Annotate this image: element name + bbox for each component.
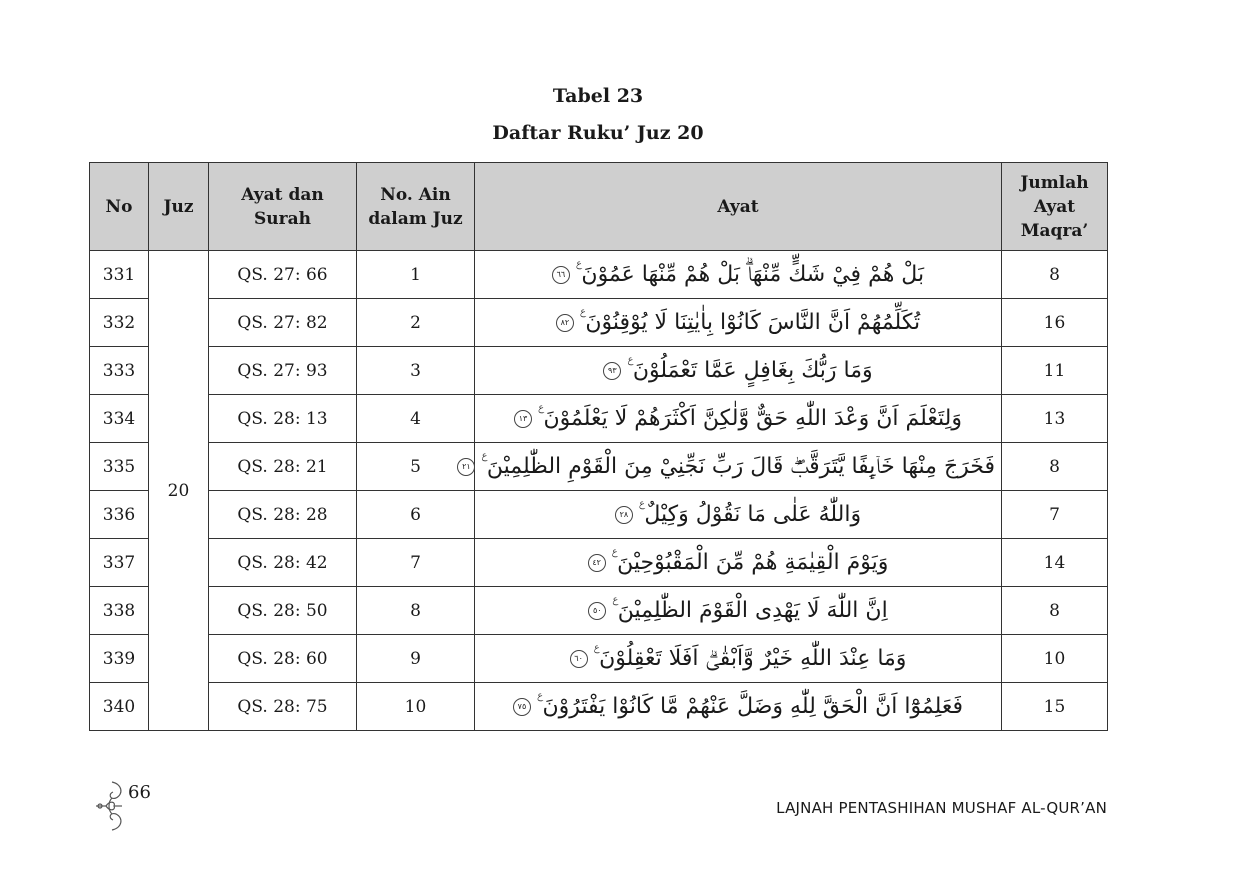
row-no: 332: [90, 299, 149, 347]
ayat-text: وَلِتَعْلَمَ اَنَّ وَعْدَ اللّٰهِ حَقٌّ وَّلٰكِنَّ اَكْثَرَهُمْ لَا يَعْلَمُوْنَ ࣖ: [538, 406, 962, 431]
row-no-ain: 8: [357, 587, 475, 635]
verse-end-marker: ١٣: [514, 410, 532, 428]
row-no-ain: 5: [357, 443, 475, 491]
ayat-text: اِنَّ اللّٰهَ لَا يَهْدِى الْقَوْمَ الظّٰلِمِيْنَ ࣖ: [612, 598, 888, 623]
page-number: 66: [128, 781, 151, 803]
row-ayat: [475, 683, 1002, 731]
row-ayat-surah: QS. 28: 75: [209, 683, 357, 731]
row-no: 333: [90, 347, 149, 395]
ayat-text: فَخَرَجَ مِنْهَا خَاۤىِٕفًا يَّتَرَقَّبُۖ قَالَ رَبِّ نَجِّنِيْ مِنَ الْقَوْمِ الظّٰلِمِيْنَ ࣖ: [481, 454, 995, 479]
row-ayat-surah: QS. 28: 21: [209, 443, 357, 491]
header-no-ain: [357, 163, 475, 251]
juz-cell: 20: [149, 251, 209, 731]
verse-end-marker: ٧٥: [513, 698, 531, 716]
row-no-ain: 3: [357, 347, 475, 395]
header-juz: Juz: [149, 163, 209, 251]
row-ayat: [475, 635, 1002, 683]
row-no: 338: [90, 587, 149, 635]
ayat-text: وَيَوْمَ الْقِيٰمَةِ هُمْ مِّنَ الْمَقْبُوْحِيْنَ ࣖ: [611, 550, 889, 575]
ayat-text: بَلْ هُمْ فِيْ شَكٍّ مِّنْهَاۗ بَلْ هُمْ مِّنْهَا عَمُوْنَ ࣖ: [575, 262, 925, 287]
row-no: 336: [90, 491, 149, 539]
header-ayat: Ayat: [475, 163, 1002, 251]
row-no-ain: 7: [357, 539, 475, 587]
ayat-text: فَعَلِمُوْٓا اَنَّ الْحَقَّ لِلّٰهِ وَضَلَّ عَنْهُمْ مَّا كَانُوْا يَفْتَرُوْنَ ࣖ: [536, 694, 964, 719]
row-no-ain: 4: [357, 395, 475, 443]
table-subtitle: Daftar Ruku’ Juz 20: [492, 122, 704, 144]
row-ayat-surah: QS. 28: 60: [209, 635, 357, 683]
verse-end-marker: ٤٢: [588, 554, 606, 572]
row-no: 339: [90, 635, 149, 683]
header-row: [90, 163, 1108, 251]
publisher-name: LAJNAH PENTASHIHAN MUSHAF AL-QUR’AN: [776, 799, 1107, 817]
verse-end-marker: ٢١: [457, 458, 475, 476]
row-ayat-surah: QS. 28: 28: [209, 491, 357, 539]
row-jumlah: 13: [1002, 395, 1108, 443]
row-ayat: [475, 299, 1002, 347]
row-ayat: [475, 347, 1002, 395]
row-no: 334: [90, 395, 149, 443]
row-no: 331: [90, 251, 149, 299]
header-jumlah: [1002, 163, 1108, 251]
header-no-ain-line2: dalam Juz: [368, 208, 463, 229]
row-ayat-surah: QS. 27: 93: [209, 347, 357, 395]
row-ayat: [475, 251, 1002, 299]
header-jumlah-line2: Ayat: [1033, 196, 1076, 217]
verse-end-marker: ٢٨: [615, 506, 633, 524]
header-ayat-surah: Ayat dan Surah: [209, 163, 357, 251]
row-no: 340: [90, 683, 149, 731]
verse-end-marker: ٦٠: [570, 650, 588, 668]
row-ayat: [475, 539, 1002, 587]
row-ayat: [475, 491, 1002, 539]
row-jumlah: 16: [1002, 299, 1108, 347]
row-no: 335: [90, 443, 149, 491]
row-ayat-surah: QS. 28: 42: [209, 539, 357, 587]
verse-end-marker: ٨٢: [556, 314, 574, 332]
row-no-ain: 9: [357, 635, 475, 683]
row-ayat-surah: QS. 27: 66: [209, 251, 357, 299]
row-ayat-surah: QS. 27: 82: [209, 299, 357, 347]
ayat-text: تُكَلِّمُهُمْ اَنَّ النَّاسَ كَانُوْا بِاٰيٰتِنَا لَا يُوْقِنُوْنَ ࣖ: [579, 310, 921, 335]
row-jumlah: 7: [1002, 491, 1108, 539]
row-jumlah: 8: [1002, 251, 1108, 299]
footer-left: [92, 778, 151, 834]
verse-end-marker: ٦٦: [552, 266, 570, 284]
row-ayat-surah: QS. 28: 13: [209, 395, 357, 443]
table-row: [90, 251, 1108, 299]
verse-end-marker: ٥٠: [588, 602, 606, 620]
row-no-ain: 10: [357, 683, 475, 731]
table-title: Tabel 23: [552, 85, 644, 107]
row-ayat: [462, 443, 1002, 491]
row-no: 337: [90, 539, 149, 587]
floral-ornament-icon: [92, 778, 132, 834]
verse-end-marker: ٩٣: [603, 362, 621, 380]
table-row: [90, 539, 1108, 587]
row-jumlah: 14: [1002, 539, 1108, 587]
ayat-text: وَمَا رَبُّكَ بِغَافِلٍ عَمَّا تَعْمَلُوْنَ ࣖ: [627, 358, 873, 383]
row-no-ain: 1: [357, 251, 475, 299]
ruku-table: [89, 162, 1108, 731]
table-row: [90, 491, 1108, 539]
row-jumlah: 15: [1002, 683, 1108, 731]
header-no-ain-line1: No. Ain: [380, 184, 451, 205]
table-row: [90, 683, 1108, 731]
header-jumlah-line3: Maqra’: [1020, 220, 1089, 241]
row-no-ain: 6: [357, 491, 475, 539]
table-row: [90, 443, 1108, 491]
row-ayat: [475, 395, 1002, 443]
ayat-text: وَاللّٰهُ عَلٰى مَا نَقُوْلُ وَكِيْلٌ ࣖ: [638, 502, 862, 527]
row-ayat-surah: QS. 28: 50: [209, 587, 357, 635]
table-row: [90, 347, 1108, 395]
row-jumlah: 8: [1002, 587, 1108, 635]
header-no: No: [90, 163, 149, 251]
table-row: [90, 299, 1108, 347]
row-jumlah: 10: [1002, 635, 1108, 683]
table-row: [90, 587, 1108, 635]
row-no-ain: 2: [357, 299, 475, 347]
header-jumlah-line1: Jumlah: [1020, 172, 1089, 193]
table-row: [90, 395, 1108, 443]
row-jumlah: 8: [1002, 443, 1108, 491]
row-ayat: [475, 587, 1002, 635]
row-jumlah: 11: [1002, 347, 1108, 395]
ayat-text: وَمَا عِنْدَ اللّٰهِ خَيْرٌ وَّاَبْقٰىۗ اَفَلَا تَعْقِلُوْنَ ࣖ: [593, 646, 907, 671]
table-row: [90, 635, 1108, 683]
